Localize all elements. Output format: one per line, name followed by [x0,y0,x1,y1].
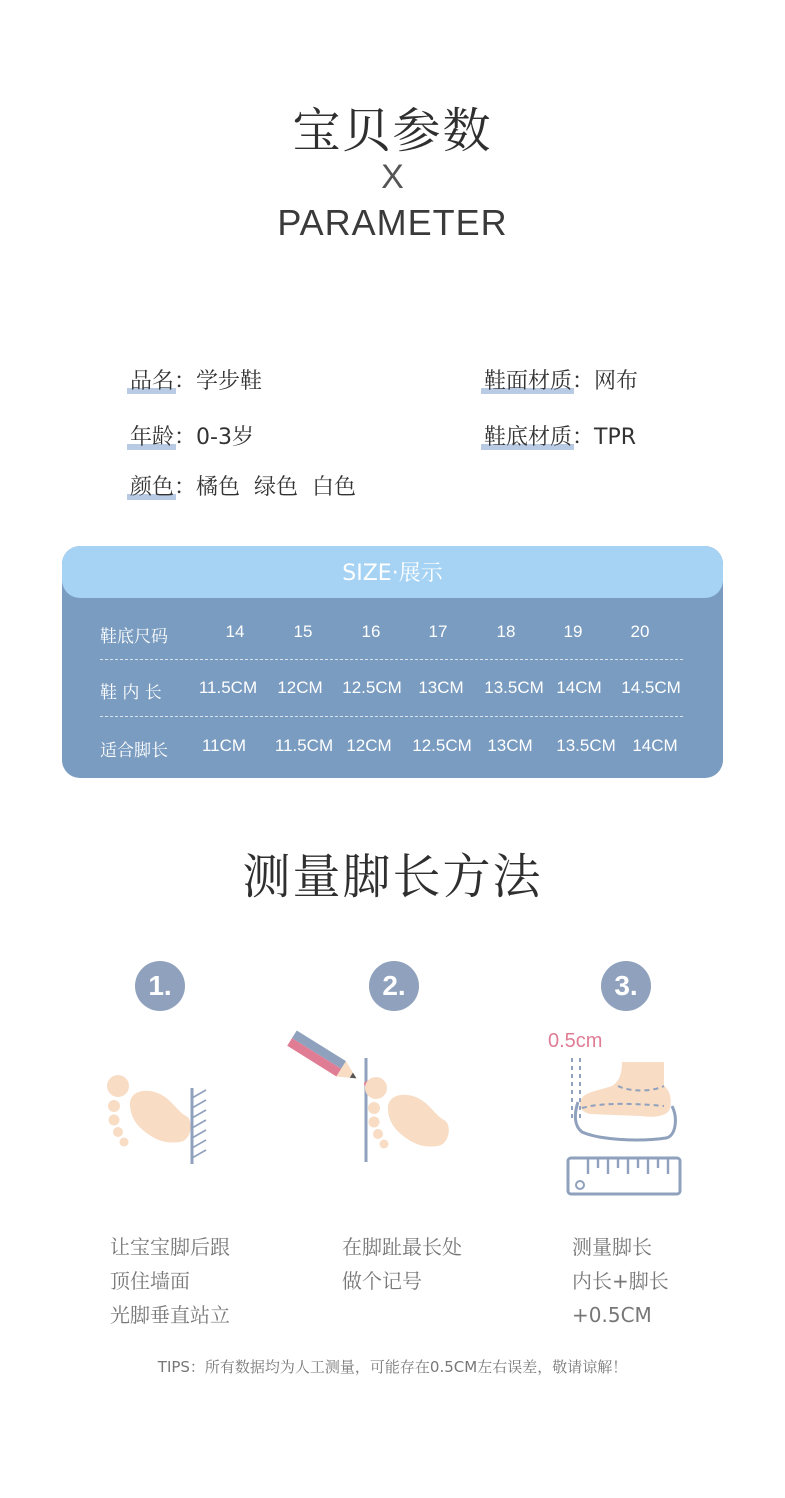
tips-note: TIPS：所有数据均为人工测量，可能存在0.5CM左右误差，敬请谅解！ [157,1358,628,1376]
size-cell: 20 [630,622,650,641]
step-3-badge: 3. [601,961,651,1011]
param-sole: 鞋底材质：TPR [484,420,636,451]
step-2-text: 在脚趾最长处 做个记号 [342,1235,462,1293]
size-cell: 11.5CM [274,736,334,755]
param-age-value: 0-3岁 [196,425,254,450]
foot-wall-icon [100,1068,220,1173]
param-age: 年龄：0-3岁 [130,420,254,451]
param-upper-key: 鞋面材质 [484,364,572,395]
size-table-header: SIZE·展示 [62,546,723,598]
page-subtitle: PARAMETER [277,202,508,243]
param-sole-value: TPR [594,425,637,450]
size-cell: 14CM [556,678,602,697]
size-cell: 18 [496,622,516,641]
param-color: 颜色：橘色 绿色 白色 [130,470,356,501]
size-row-sole [62,612,723,652]
step-1-text: 让宝宝脚后跟 顶住墙面 光脚垂直站立 [110,1235,230,1327]
param-upper: 鞋面材质：网布 [484,364,638,395]
size-cell: 13.5CM [484,678,544,697]
size-cell: 14.5CM [621,678,681,697]
param-name: 品名：学步鞋 [130,364,262,395]
pencil-mark-icon [282,1028,467,1168]
step-1-badge: 1. [135,961,185,1011]
size-row-foot [62,726,723,766]
size-cell: 13CM [418,678,464,697]
step-3-text: 测量脚长 内长+脚长 +0.5CM [572,1235,669,1327]
size-cell: 15 [293,622,313,641]
step-2-badge: 2. [369,961,419,1011]
measure-title: 测量脚长方法 [242,849,543,905]
size-cell: 17 [428,622,448,641]
size-cell: 12CM [277,678,323,697]
size-cell: 19 [563,622,583,641]
shoe-ruler-icon [560,1058,690,1200]
param-sole-key: 鞋底材质 [484,420,572,451]
size-cell: 12.5CM [342,678,402,697]
step-3-note: 0.5cm [548,1030,603,1052]
param-upper-value: 网布 [594,369,639,394]
size-cell: 14 [225,622,245,641]
title-separator: X [381,158,404,196]
size-cell: 11.5CM [198,678,258,697]
size-cell: 16 [361,622,381,641]
size-row-inner [62,668,723,708]
param-color-key: 颜色 [130,470,174,501]
size-cell: 13CM [487,736,533,755]
size-table [62,546,723,778]
param-name-key: 品名 [130,364,174,395]
size-cell: 12CM [346,736,392,755]
size-row-label: 鞋底尺码 [100,627,168,647]
param-age-key: 年龄 [130,420,174,451]
param-name-value: 学步鞋 [196,369,263,394]
row-divider [100,659,683,660]
size-row-label: 鞋 内 长 [100,683,162,703]
size-row-label: 适合脚长 [100,741,168,761]
param-color-value: 橘色 绿色 白色 [196,475,357,500]
size-cell: 12.5CM [412,736,472,755]
size-cell: 13.5CM [556,736,616,755]
size-cell: 14CM [632,736,678,755]
page-title: 宝贝参数 [292,103,493,159]
size-cell: 11CM [201,736,247,755]
row-divider [100,716,683,717]
